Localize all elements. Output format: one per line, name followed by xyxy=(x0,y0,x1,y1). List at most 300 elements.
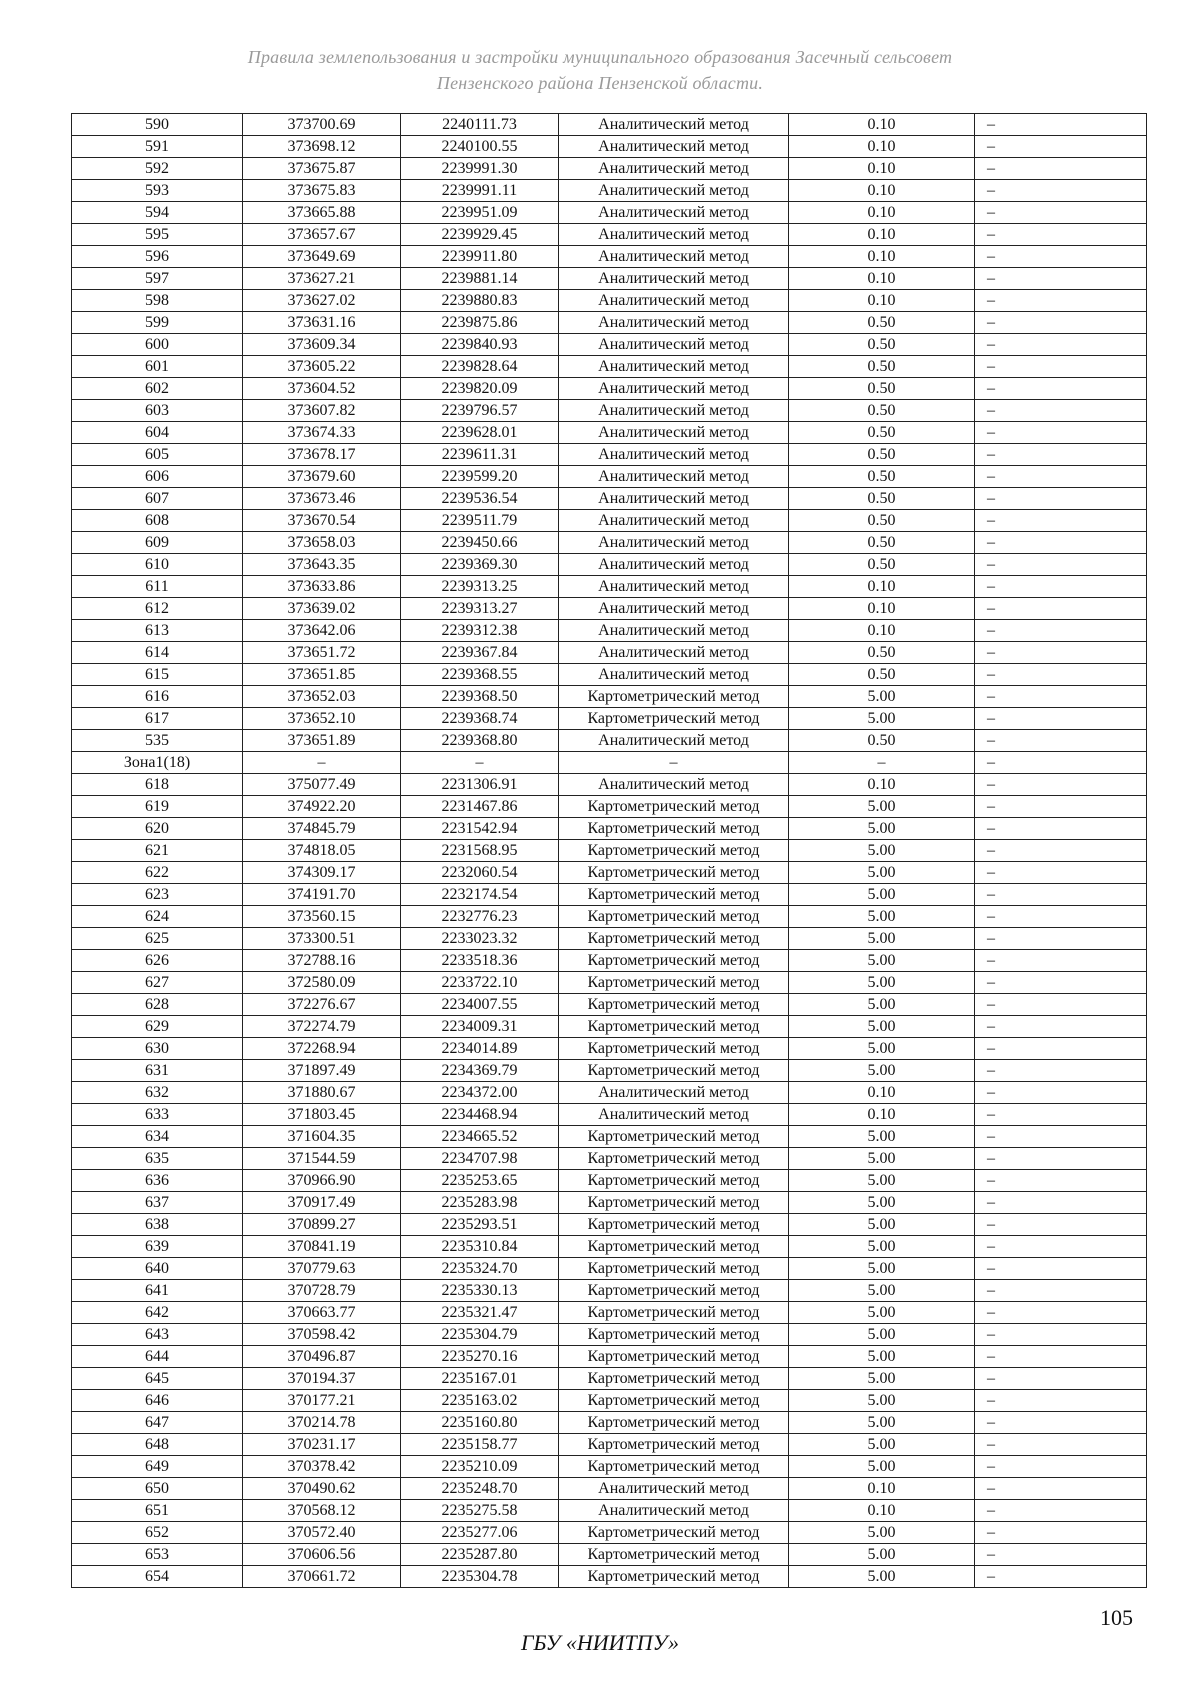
table-cell: – xyxy=(975,1544,1147,1566)
table-cell: – xyxy=(975,1258,1147,1280)
table-cell: Картометрический метод xyxy=(559,1148,789,1170)
table-cell: 370663.77 xyxy=(243,1302,401,1324)
table-cell: 0.10 xyxy=(789,1104,975,1126)
table-cell: 2239368.80 xyxy=(401,730,559,752)
table-cell: Аналитический метод xyxy=(559,510,789,532)
table-row xyxy=(72,1082,1147,1104)
table-cell: – xyxy=(975,1302,1147,1324)
table-cell: 593 xyxy=(72,180,243,202)
table-cell: 2239368.74 xyxy=(401,708,559,730)
table-row xyxy=(72,1390,1147,1412)
running-header-line-1: Правила землепользования и застройки муниципального образования Засечный сельсовет xyxy=(247,47,953,67)
table-cell: 373639.02 xyxy=(243,598,401,620)
table-cell: 371544.59 xyxy=(243,1148,401,1170)
table-cell: 0.50 xyxy=(789,554,975,576)
table-cell: 0.50 xyxy=(789,422,975,444)
table-cell: 627 xyxy=(72,972,243,994)
table-cell: – xyxy=(975,730,1147,752)
table-cell: 0.10 xyxy=(789,598,975,620)
table-cell: 2235324.70 xyxy=(401,1258,559,1280)
table-cell: – xyxy=(975,1412,1147,1434)
table-cell: Картометрический метод xyxy=(559,1258,789,1280)
table-cell: 5.00 xyxy=(789,1214,975,1236)
table-cell: 2231542.94 xyxy=(401,818,559,840)
table-cell: 5.00 xyxy=(789,708,975,730)
table-row xyxy=(72,708,1147,730)
table-row xyxy=(72,422,1147,444)
table-cell: 0.50 xyxy=(789,312,975,334)
table-cell: 0.50 xyxy=(789,730,975,752)
table-cell: Аналитический метод xyxy=(559,334,789,356)
table-cell: – xyxy=(975,1434,1147,1456)
table-cell: 0.50 xyxy=(789,334,975,356)
table-cell: 373652.03 xyxy=(243,686,401,708)
table-cell: 2239880.83 xyxy=(401,290,559,312)
table-cell: Картометрический метод xyxy=(559,1236,789,1258)
table-cell: 5.00 xyxy=(789,862,975,884)
table-cell: 0.10 xyxy=(789,1478,975,1500)
table-row xyxy=(72,1368,1147,1390)
table-cell: 2239450.66 xyxy=(401,532,559,554)
table-cell: – xyxy=(975,158,1147,180)
table-cell: Аналитический метод xyxy=(559,598,789,620)
table-cell: 370598.42 xyxy=(243,1324,401,1346)
table-cell: Аналитический метод xyxy=(559,642,789,664)
table-cell: 2239875.86 xyxy=(401,312,559,334)
table-cell: – xyxy=(975,312,1147,334)
table-cell: 2240111.73 xyxy=(401,114,559,136)
table-cell: 616 xyxy=(72,686,243,708)
table-cell: 370177.21 xyxy=(243,1390,401,1412)
table-cell: 0.50 xyxy=(789,488,975,510)
table-cell: 631 xyxy=(72,1060,243,1082)
coordinates-table xyxy=(71,113,1147,1588)
table-row xyxy=(72,840,1147,862)
table-cell: 372268.94 xyxy=(243,1038,401,1060)
table-cell: – xyxy=(975,972,1147,994)
table-cell: Картометрический метод xyxy=(559,1390,789,1412)
table-cell: – xyxy=(243,752,401,774)
table-cell: 2232060.54 xyxy=(401,862,559,884)
table-cell: Аналитический метод xyxy=(559,1104,789,1126)
table-cell: – xyxy=(975,334,1147,356)
table-cell: – xyxy=(975,1148,1147,1170)
table-cell: 630 xyxy=(72,1038,243,1060)
table-cell: 642 xyxy=(72,1302,243,1324)
table-row xyxy=(72,752,1147,774)
table-cell: 5.00 xyxy=(789,1280,975,1302)
table-cell: 0.50 xyxy=(789,466,975,488)
table-cell: 2234707.98 xyxy=(401,1148,559,1170)
table-cell: Картометрический метод xyxy=(559,1522,789,1544)
table-cell: 372580.09 xyxy=(243,972,401,994)
table-cell: 5.00 xyxy=(789,686,975,708)
table-cell: Картометрический метод xyxy=(559,1456,789,1478)
table-cell: Аналитический метод xyxy=(559,664,789,686)
table-cell: Аналитический метод xyxy=(559,180,789,202)
table-row xyxy=(72,1566,1147,1588)
table-cell: 603 xyxy=(72,400,243,422)
table-row xyxy=(72,158,1147,180)
table-cell: 0.10 xyxy=(789,620,975,642)
table-cell: – xyxy=(975,136,1147,158)
table-cell: 5.00 xyxy=(789,1390,975,1412)
table-cell: 0.50 xyxy=(789,532,975,554)
table-cell: 654 xyxy=(72,1566,243,1588)
table-row xyxy=(72,1434,1147,1456)
table-cell: 5.00 xyxy=(789,796,975,818)
table-cell: – xyxy=(975,510,1147,532)
table-row xyxy=(72,334,1147,356)
table-cell: 624 xyxy=(72,906,243,928)
table-cell: Картометрический метод xyxy=(559,994,789,1016)
table-cell: Картометрический метод xyxy=(559,1368,789,1390)
table-cell: 639 xyxy=(72,1236,243,1258)
table-cell: 652 xyxy=(72,1522,243,1544)
table-cell: 0.10 xyxy=(789,774,975,796)
table-cell: – xyxy=(975,1478,1147,1500)
table-cell: 650 xyxy=(72,1478,243,1500)
table-cell: 2239911.80 xyxy=(401,246,559,268)
table-cell: 5.00 xyxy=(789,884,975,906)
table-cell: Картометрический метод xyxy=(559,1126,789,1148)
table-cell: 618 xyxy=(72,774,243,796)
table-cell: 2235248.70 xyxy=(401,1478,559,1500)
table-cell: 5.00 xyxy=(789,1038,975,1060)
table-cell: Картометрический метод xyxy=(559,1016,789,1038)
table-cell: 605 xyxy=(72,444,243,466)
table-row xyxy=(72,510,1147,532)
table-cell: 0.10 xyxy=(789,158,975,180)
table-cell: 651 xyxy=(72,1500,243,1522)
table-cell: Картометрический метод xyxy=(559,1324,789,1346)
table-cell: 2234014.89 xyxy=(401,1038,559,1060)
table-cell: 2235167.01 xyxy=(401,1368,559,1390)
table-cell: 2239599.20 xyxy=(401,466,559,488)
footer-organization: ГБУ «НИИТПУ» xyxy=(520,1630,680,1655)
table-cell: 373609.34 xyxy=(243,334,401,356)
table-cell: Картометрический метод xyxy=(559,686,789,708)
table-cell: – xyxy=(975,598,1147,620)
table-cell: 5.00 xyxy=(789,1302,975,1324)
table-cell: 609 xyxy=(72,532,243,554)
table-cell: 621 xyxy=(72,840,243,862)
table-row xyxy=(72,1192,1147,1214)
table-cell: 0.50 xyxy=(789,378,975,400)
table-cell: Картометрический метод xyxy=(559,928,789,950)
table-cell: Аналитический метод xyxy=(559,488,789,510)
table-cell: 2235277.06 xyxy=(401,1522,559,1544)
table-cell: 600 xyxy=(72,334,243,356)
table-cell: Картометрический метод xyxy=(559,862,789,884)
table-cell: 373631.16 xyxy=(243,312,401,334)
table-cell: 2235160.80 xyxy=(401,1412,559,1434)
table-cell: – xyxy=(975,642,1147,664)
table-row xyxy=(72,730,1147,752)
table-cell: 373678.17 xyxy=(243,444,401,466)
table-cell: – xyxy=(975,1082,1147,1104)
table-cell: Аналитический метод xyxy=(559,444,789,466)
table-cell: 373700.69 xyxy=(243,114,401,136)
table-cell: 370966.90 xyxy=(243,1170,401,1192)
table-cell: 2240100.55 xyxy=(401,136,559,158)
table-cell: – xyxy=(975,884,1147,906)
table-cell: 2235283.98 xyxy=(401,1192,559,1214)
table-cell: – xyxy=(975,994,1147,1016)
table-cell: 5.00 xyxy=(789,994,975,1016)
table-cell: – xyxy=(975,950,1147,972)
table-cell: 601 xyxy=(72,356,243,378)
table-cell: 2235310.84 xyxy=(401,1236,559,1258)
table-cell: 374309.17 xyxy=(243,862,401,884)
table-cell: – xyxy=(975,796,1147,818)
table-cell: 2232174.54 xyxy=(401,884,559,906)
table-row xyxy=(72,1302,1147,1324)
table-cell: 2239313.25 xyxy=(401,576,559,598)
table-cell: – xyxy=(789,752,975,774)
table-cell: 372788.16 xyxy=(243,950,401,972)
table-row xyxy=(72,1016,1147,1038)
table-cell: Картометрический метод xyxy=(559,906,789,928)
table-cell: Картометрический метод xyxy=(559,972,789,994)
table-cell: 5.00 xyxy=(789,1060,975,1082)
table-cell: 373657.67 xyxy=(243,224,401,246)
table-cell: 0.50 xyxy=(789,510,975,532)
table-cell: 592 xyxy=(72,158,243,180)
table-cell: – xyxy=(975,774,1147,796)
table-cell: – xyxy=(975,224,1147,246)
table-row xyxy=(72,796,1147,818)
table-cell: – xyxy=(401,752,559,774)
table-cell: 373642.06 xyxy=(243,620,401,642)
table-cell: 5.00 xyxy=(789,1126,975,1148)
table-cell: 622 xyxy=(72,862,243,884)
table-cell: Картометрический метод xyxy=(559,1346,789,1368)
table-row xyxy=(72,576,1147,598)
table-cell: 646 xyxy=(72,1390,243,1412)
table-cell: 635 xyxy=(72,1148,243,1170)
table-row xyxy=(72,1038,1147,1060)
table-row xyxy=(72,862,1147,884)
table-cell: – xyxy=(975,1324,1147,1346)
table-cell: 2235275.58 xyxy=(401,1500,559,1522)
table-cell: 597 xyxy=(72,268,243,290)
table-cell: – xyxy=(975,1016,1147,1038)
table-cell: 2239367.84 xyxy=(401,642,559,664)
table-cell: – xyxy=(975,1456,1147,1478)
table-cell: Аналитический метод xyxy=(559,136,789,158)
table-cell: 370568.12 xyxy=(243,1500,401,1522)
table-row xyxy=(72,1456,1147,1478)
table-cell: 370496.87 xyxy=(243,1346,401,1368)
page-number: 105 xyxy=(1100,1605,1133,1630)
table-cell: 2235321.47 xyxy=(401,1302,559,1324)
table-cell: 2233023.32 xyxy=(401,928,559,950)
table-cell: Картометрический метод xyxy=(559,1060,789,1082)
table-cell: Аналитический метод xyxy=(559,114,789,136)
table-cell: 373605.22 xyxy=(243,356,401,378)
table-row xyxy=(72,818,1147,840)
table-row xyxy=(72,1412,1147,1434)
table-cell: – xyxy=(975,1500,1147,1522)
table-cell: Картометрический метод xyxy=(559,1544,789,1566)
table-cell: 638 xyxy=(72,1214,243,1236)
table-cell: 2239536.54 xyxy=(401,488,559,510)
table-cell: – xyxy=(975,1522,1147,1544)
table-cell: 373652.10 xyxy=(243,708,401,730)
table-cell: – xyxy=(975,444,1147,466)
table-cell: 5.00 xyxy=(789,1566,975,1588)
table-cell: 5.00 xyxy=(789,1346,975,1368)
table-cell: 2232776.23 xyxy=(401,906,559,928)
table-cell: – xyxy=(975,1346,1147,1368)
table-cell: 2239951.09 xyxy=(401,202,559,224)
table-cell: 373643.35 xyxy=(243,554,401,576)
table-cell: 2235287.80 xyxy=(401,1544,559,1566)
table-cell: 2239820.09 xyxy=(401,378,559,400)
table-cell: 0.50 xyxy=(789,356,975,378)
table-row xyxy=(72,774,1147,796)
table-cell: – xyxy=(975,1060,1147,1082)
table-cell: 373658.03 xyxy=(243,532,401,554)
table-cell: 0.10 xyxy=(789,246,975,268)
table-cell: 5.00 xyxy=(789,950,975,972)
table-cell: Картометрический метод xyxy=(559,1280,789,1302)
table-cell: 0.10 xyxy=(789,114,975,136)
table-cell: Аналитический метод xyxy=(559,1500,789,1522)
table-cell: – xyxy=(975,1566,1147,1588)
table-row xyxy=(72,466,1147,488)
table-cell: 373560.15 xyxy=(243,906,401,928)
table-cell: 372274.79 xyxy=(243,1016,401,1038)
table-cell: Аналитический метод xyxy=(559,1478,789,1500)
table-cell: – xyxy=(975,664,1147,686)
table-cell: 370490.62 xyxy=(243,1478,401,1500)
table-cell: 648 xyxy=(72,1434,243,1456)
table-cell: 5.00 xyxy=(789,1258,975,1280)
table-cell: 632 xyxy=(72,1082,243,1104)
table-cell: – xyxy=(975,1280,1147,1302)
table-row xyxy=(72,312,1147,334)
table-cell: 0.10 xyxy=(789,1082,975,1104)
table-cell: 370779.63 xyxy=(243,1258,401,1280)
table-cell: 370231.17 xyxy=(243,1434,401,1456)
table-cell: Картометрический метод xyxy=(559,1302,789,1324)
table-cell: 2234007.55 xyxy=(401,994,559,1016)
table-cell: 640 xyxy=(72,1258,243,1280)
table-cell: 2239991.30 xyxy=(401,158,559,180)
table-cell: – xyxy=(975,928,1147,950)
table-row xyxy=(72,224,1147,246)
table-cell: 373633.86 xyxy=(243,576,401,598)
table-cell: Картометрический метод xyxy=(559,818,789,840)
table-cell: 633 xyxy=(72,1104,243,1126)
table-cell: Картометрический метод xyxy=(559,1192,789,1214)
table-cell: Аналитический метод xyxy=(559,730,789,752)
table-cell: 370194.37 xyxy=(243,1368,401,1390)
table-cell: – xyxy=(975,752,1147,774)
table-row xyxy=(72,378,1147,400)
table-row xyxy=(72,664,1147,686)
table-cell: Аналитический метод xyxy=(559,400,789,422)
table-cell: 373698.12 xyxy=(243,136,401,158)
table-cell: Картометрический метод xyxy=(559,1214,789,1236)
table-cell: 636 xyxy=(72,1170,243,1192)
table-cell: – xyxy=(975,488,1147,510)
table-cell: – xyxy=(975,906,1147,928)
table-cell: 5.00 xyxy=(789,1236,975,1258)
table-row xyxy=(72,268,1147,290)
table-cell: 374818.05 xyxy=(243,840,401,862)
table-cell: Аналитический метод xyxy=(559,576,789,598)
table-cell: 2231568.95 xyxy=(401,840,559,862)
running-header-line-2: Пензенского района Пензенской области. xyxy=(436,73,764,93)
table-row xyxy=(72,1236,1147,1258)
table-row xyxy=(72,950,1147,972)
table-cell: Картометрический метод xyxy=(559,1170,789,1192)
table-cell: 645 xyxy=(72,1368,243,1390)
table-cell: 2235304.78 xyxy=(401,1566,559,1588)
table-cell: 5.00 xyxy=(789,1192,975,1214)
table-cell: 5.00 xyxy=(789,1170,975,1192)
table-cell: 2239611.31 xyxy=(401,444,559,466)
table-cell: – xyxy=(975,422,1147,444)
table-cell: – xyxy=(975,400,1147,422)
table-cell: 5.00 xyxy=(789,1434,975,1456)
table-cell: Аналитический метод xyxy=(559,532,789,554)
table-cell: 647 xyxy=(72,1412,243,1434)
table-cell: 595 xyxy=(72,224,243,246)
table-row xyxy=(72,1214,1147,1236)
table-cell: 2234665.52 xyxy=(401,1126,559,1148)
table-cell: 371897.49 xyxy=(243,1060,401,1082)
table-row xyxy=(72,136,1147,158)
running-header xyxy=(0,44,1200,96)
table-cell: Аналитический метод xyxy=(559,312,789,334)
table-cell: 2234369.79 xyxy=(401,1060,559,1082)
table-cell: 620 xyxy=(72,818,243,840)
table-cell: – xyxy=(975,1214,1147,1236)
table-cell: Картометрический метод xyxy=(559,884,789,906)
table-cell: 0.10 xyxy=(789,180,975,202)
table-cell: 629 xyxy=(72,1016,243,1038)
table-cell: 0.10 xyxy=(789,136,975,158)
table-cell: 2231467.86 xyxy=(401,796,559,818)
table-cell: 2234009.31 xyxy=(401,1016,559,1038)
table-cell: 5.00 xyxy=(789,840,975,862)
table-cell: 612 xyxy=(72,598,243,620)
table-row xyxy=(72,1104,1147,1126)
table-cell: 5.00 xyxy=(789,818,975,840)
table-cell: 0.50 xyxy=(789,444,975,466)
table-cell: – xyxy=(975,576,1147,598)
table-cell: Картометрический метод xyxy=(559,1038,789,1060)
table-cell: – xyxy=(975,202,1147,224)
table-cell: 373670.54 xyxy=(243,510,401,532)
table-cell: Картометрический метод xyxy=(559,796,789,818)
table-cell: 608 xyxy=(72,510,243,532)
table-row xyxy=(72,180,1147,202)
table-cell: 2235210.09 xyxy=(401,1456,559,1478)
table-cell: 2239991.11 xyxy=(401,180,559,202)
table-row xyxy=(72,906,1147,928)
table-cell: 373627.02 xyxy=(243,290,401,312)
table-cell: Картометрический метод xyxy=(559,1566,789,1588)
table-cell: – xyxy=(975,818,1147,840)
table-cell: – xyxy=(975,1170,1147,1192)
table-row xyxy=(72,686,1147,708)
table-cell: 641 xyxy=(72,1280,243,1302)
